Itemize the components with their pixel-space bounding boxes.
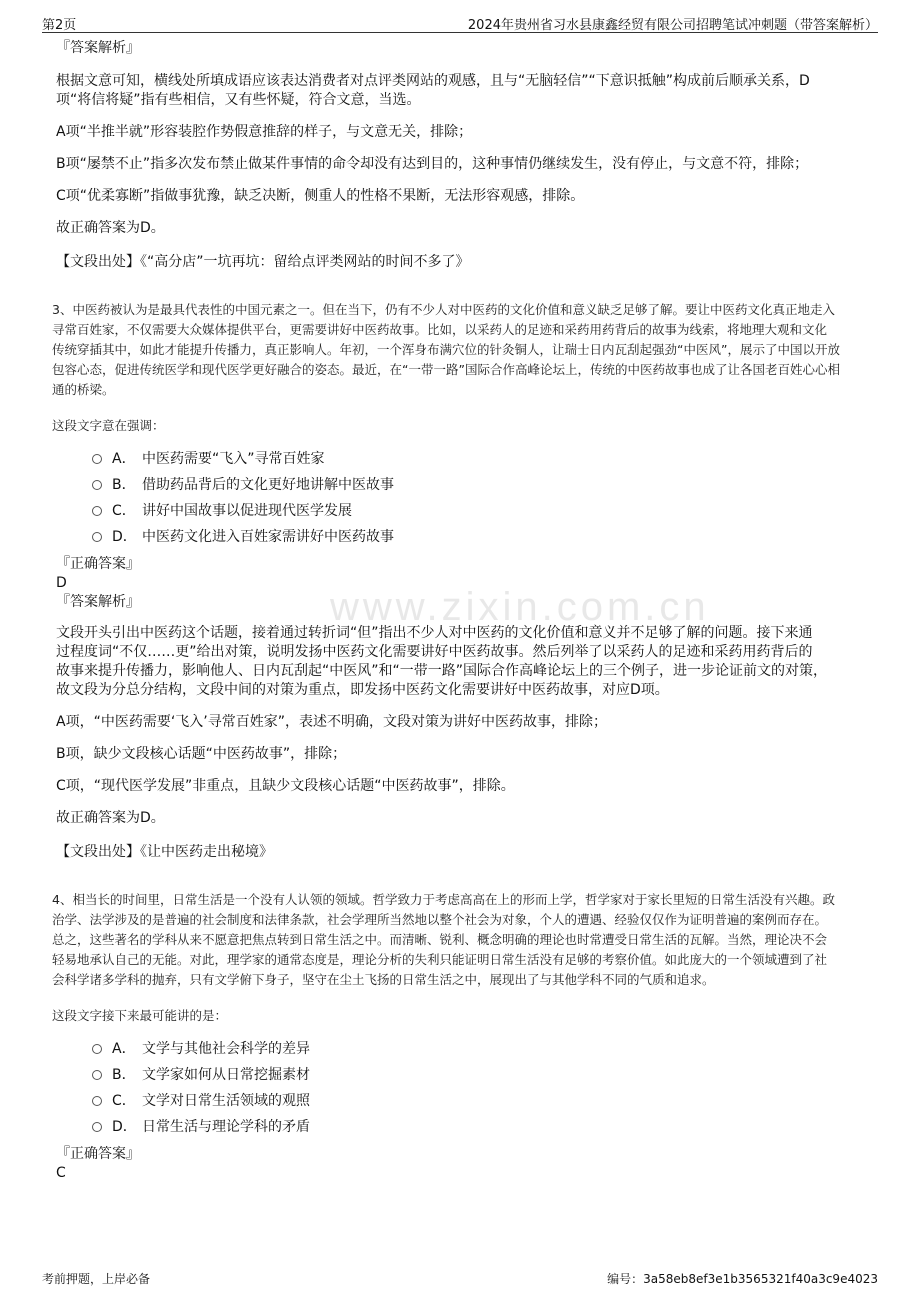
option-text: 文学对日常生活领域的观照 xyxy=(142,1093,310,1109)
source-citation xyxy=(56,252,852,272)
option-a-explanation: A项“半推半就”形容装腔作势假意推辞的样子，与文意无关，排除； xyxy=(56,124,473,140)
option-text: 中医药需要“飞入”寻常百姓家 xyxy=(142,451,325,467)
question-line: 3、中医药被认为是最具代表性的中国元素之一。但在当下，仍有不少人对中医药的文化价值和意义缺乏足够了解。要让中医药文化真正地走入 xyxy=(52,302,835,317)
question-line: 传统穿插其中，如此才能提升传播力，真正影响人。年初，一个浑身布满穴位的针灸铜人，让瑞士日内瓦刮起强劲“中医风”，展示了中国以开放 xyxy=(52,342,840,357)
page-content xyxy=(52,38,852,1182)
question-3-stem xyxy=(52,300,852,400)
option-b[interactable] xyxy=(92,1066,852,1084)
question-line: 治学、法学涉及的是普遍的社会制度和法律条款，社会学理所当然地以整个社会为对象，个人的遭遇、经验仅仅作为证明普遍的案例而存在。 xyxy=(52,912,828,927)
question-line: 会科学诸多学科的抛弃，只有文学俯下身子，坚守在尘土飞扬的日常生活之中，展现出了与其他学科不同的气质和追求。 xyxy=(52,972,715,987)
option-d[interactable] xyxy=(92,1118,852,1136)
question-4-prompt: 这段文字接下来最可能讲的是： xyxy=(52,1008,228,1023)
option-c[interactable] xyxy=(92,502,852,520)
option-letter: B． xyxy=(112,477,136,493)
option-d[interactable] xyxy=(92,528,852,546)
radio-icon[interactable] xyxy=(92,1044,102,1054)
correct-answer-label: 『正确答案』 xyxy=(56,556,140,572)
option-letter: C． xyxy=(112,1093,136,1109)
radio-icon[interactable] xyxy=(92,1070,102,1080)
watermark: www.zixin.com.cn xyxy=(330,585,710,629)
document-title: 2024年贵州省习水县康鑫经贸有限公司招聘笔试冲刺题（带答案解析） xyxy=(467,18,878,33)
correct-answer: D xyxy=(56,575,67,591)
correct-answer-label: 『正确答案』 xyxy=(56,1146,140,1162)
question-4-options xyxy=(92,1040,852,1136)
option-a[interactable] xyxy=(92,1040,852,1058)
question-3-prompt: 这段文字意在强调： xyxy=(52,418,165,433)
footer-slogan: 考前押题，上岸必备 xyxy=(42,1272,151,1286)
radio-icon[interactable] xyxy=(92,480,102,490)
option-text: 文学家如何从日常挖掘素材 xyxy=(142,1067,310,1083)
source-label: 【文段出处】 xyxy=(56,254,140,270)
question-line: 包容心态，促进传统医学和现代医学更好融合的姿态。最近，在“一带一路”国际合作高峰论坛上，传统的中医药故事也成了让各国老百姓心心相 xyxy=(52,362,840,377)
option-c[interactable] xyxy=(92,1092,852,1110)
option-c-explanation: C项，“现代医学发展”非重点，且缺少文段核心话题“中医药故事”，排除。 xyxy=(56,778,515,794)
option-text: 讲好中国故事以促进现代医学发展 xyxy=(142,503,352,519)
analysis-text xyxy=(56,72,852,110)
option-a[interactable] xyxy=(92,450,852,468)
analysis-label: 『答案解析』 xyxy=(56,40,140,56)
analysis-label: 『答案解析』 xyxy=(56,594,140,610)
option-text: 中医药文化进入百姓家需讲好中医药故事 xyxy=(142,529,394,545)
option-letter: A． xyxy=(112,451,136,467)
radio-icon[interactable] xyxy=(92,1122,102,1132)
question-line: 总之，这些著名的学科从来不愿意把焦点转到日常生活之中。而清晰、锐利、概念明确的理论也时常遭受日常生活的瓦解。当然，理论决不会 xyxy=(52,932,828,947)
radio-icon[interactable] xyxy=(92,532,102,542)
radio-icon[interactable] xyxy=(92,1096,102,1106)
option-letter: D． xyxy=(112,1119,137,1135)
option-b-explanation: B项“屡禁不止”指多次发布禁止做某件事情的命令却没有达到目的，这种事情仍继续发生，没有停止，与文意不符，排除； xyxy=(56,156,809,172)
option-letter: A． xyxy=(112,1041,136,1057)
question-3-options xyxy=(92,450,852,546)
radio-icon[interactable] xyxy=(92,506,102,516)
option-letter: C． xyxy=(112,503,136,519)
analysis-line: 项“将信将疑”指有些相信，又有些怀疑，符合文意，当选。 xyxy=(56,92,421,108)
option-c-explanation: C项“优柔寡断”指做事犹豫，缺乏决断，侧重人的性格不果断，无法形容观感，排除。 xyxy=(56,188,585,204)
analysis-line: 过程度词“不仅……更”给出对策，说明发扬中医药文化需要讲好中医药故事。然后列举了以采药人的足迹和采药用药背后的 xyxy=(56,644,813,660)
source-label: 【文段出处】 xyxy=(56,844,140,860)
source-citation xyxy=(56,842,852,862)
source-title: 《“高分店”一坑再坑：留给点评类网站的时间不多了》 xyxy=(140,254,470,270)
option-b[interactable] xyxy=(92,476,852,494)
option-text: 日常生活与理论学科的矛盾 xyxy=(142,1119,310,1135)
page-number: 第2页 xyxy=(42,18,77,33)
option-letter: D． xyxy=(112,529,137,545)
option-letter: B． xyxy=(112,1067,136,1083)
page-header xyxy=(42,12,878,33)
option-text: 借助药品背后的文化更好地讲解中医故事 xyxy=(142,477,394,493)
question-line: 寻常百姓家，不仅需要大众媒体提供平台，更需要讲好中医药故事。比如，以采药人的足迹和采药用药背后的故事为线索，将地理大观和文化 xyxy=(52,322,828,337)
conclusion: 故正确答案为D。 xyxy=(56,810,165,826)
analysis-line: 故事来提升传播力，影响他人、日内瓦刮起“中医风”和“一带一路”国际合作高峰论坛上的三个例子，进一步论证前文的对策， xyxy=(56,663,828,679)
radio-icon[interactable] xyxy=(92,454,102,464)
correct-answer: C xyxy=(56,1165,66,1181)
document-id: 编号：3a58eb8ef3e1b3565321f40a3c9e4023 xyxy=(607,1272,878,1286)
question-4-stem xyxy=(52,890,852,990)
analysis-line: 根据文意可知，横线处所填成语应该表达消费者对点评类网站的观感，且与“无脑轻信”“下意识抵触”构成前后顺承关系，D xyxy=(56,73,810,89)
question-line: 4、相当长的时间里，日常生活是一个没有人认领的领域。哲学致力于考虑高高在上的形而上学，哲学家对于家长里短的日常生活没有兴趣。政 xyxy=(52,892,835,907)
option-b-explanation: B项，缺少文段核心话题“中医药故事”，排除； xyxy=(56,746,347,762)
option-text: 文学与其他社会科学的差异 xyxy=(142,1041,310,1057)
option-a-explanation: A项，“中医药需要‘飞入’寻常百姓家”，表述不明确，文段对策为讲好中医药故事，排除； xyxy=(56,714,607,730)
source-title: 《让中医药走出秘境》 xyxy=(140,844,273,860)
conclusion: 故正确答案为D。 xyxy=(56,220,165,236)
analysis-line: 文段开头引出中医药这个话题，接着通过转折词“但”指出不少人对中医药的文化价值和意义并不足够了解的问题。接下来通 xyxy=(56,625,813,641)
analysis-line: 故文段为分总分结构，文段中间的对策为重点，即发扬中医药文化需要讲好中医药故事，对应D项。 xyxy=(56,682,669,698)
question-line: 通的桥梁。 xyxy=(52,382,115,397)
question-line: 轻易地承认自己的无能。对此，理学家的通常态度是，理论分析的失利只能证明日常生活没有足够的考察价值。如此庞大的一个领域遭到了社 xyxy=(52,952,828,967)
analysis-text xyxy=(56,624,852,700)
